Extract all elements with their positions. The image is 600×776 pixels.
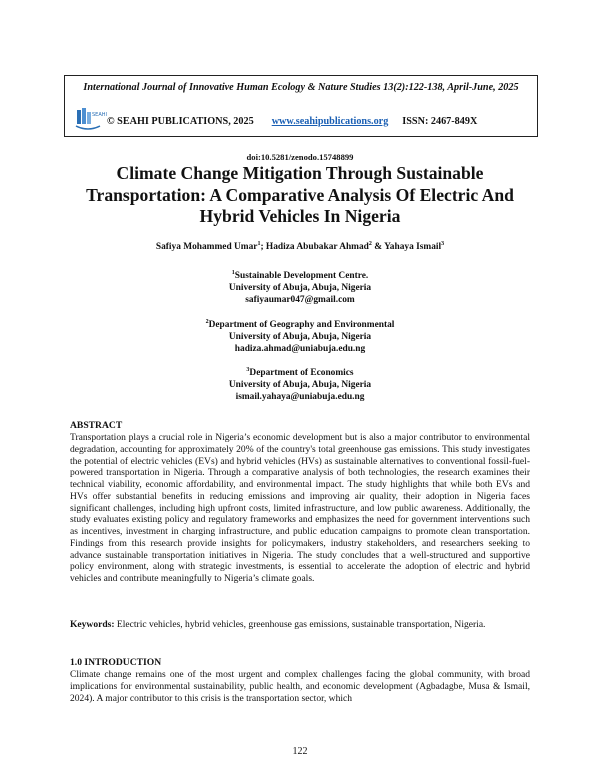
- journal-website-link[interactable]: www.seahipublications.org: [271, 116, 389, 127]
- affiliation-3: [0, 367, 600, 404]
- author-name: Safiya Mohammed Umar: [155, 242, 258, 252]
- author-affiliation-mark: 1: [257, 240, 261, 247]
- keywords-text: Electric vehicles, hybrid vehicles, greenhouse gas emissions, sustainable transportation, Nigeria.: [114, 619, 486, 630]
- affiliation-mark: 3: [246, 366, 250, 373]
- abstract-heading: ABSTRACT: [70, 420, 123, 431]
- affiliation-university: University of Abuja, Abuja, Nigeria: [228, 332, 372, 343]
- author-name: Hadiza Abubakar Ahmad: [265, 242, 369, 252]
- affiliation-mark: 1: [231, 269, 235, 276]
- seahi-logo-icon: [75, 106, 107, 132]
- affiliation-email[interactable]: safiyaumar047@gmail.com: [245, 295, 355, 306]
- author-affiliation-mark: 3: [441, 240, 445, 247]
- svg-text:SEAHI: SEAHI: [92, 112, 107, 118]
- author-list: [0, 242, 600, 252]
- publisher-info: [107, 116, 477, 127]
- issn-label: ISSN: 2467-849X: [402, 116, 478, 127]
- publisher-copyright: © SEAHI PUBLICATIONS, 2025: [107, 116, 254, 127]
- affiliation-name: $^1$Sustainable Development Centre.: [231, 269, 369, 281]
- publisher-line: [65, 106, 537, 134]
- page-number: 122: [292, 746, 308, 757]
- journal-header-box: [64, 75, 538, 137]
- affiliation-mark: 2: [205, 318, 209, 325]
- abstract-text: Transportation plays a crucial role in Nigeria’s economic development but is also a major contributor to environmental degradation, accounting for approximately 20% of the country's total greenhouse gas emissions. This study investigates the potential of electric vehicles (EVs) and hybrid vehicles (HVs) as sustainable alternatives to conventional fossil-fuel-powered transportation in Nigeria. Through a comparative analysis of both technologies, the research examines their technical viability, economic affordability, and environmental impact. The study highlights that while both EVs and HVs offer substantial benefits in reducing emissions and improving air quality, their adoption in Nigeria faces significant challenges, including high upfront costs, limited infrastructure, and low public awareness. Additionally, the study evaluates existing policy and regulatory frameworks and emphasizes the need for government interventions such as incentives, investment in charging infrastructure, and public education campaigns to promote clean transportation. Findings from this research provide insights for policymakers, industry stakeholders, and researchers seeking to advance sustainable transportation initiatives in Nigeria. The study concludes that a well-structured and supportive policy environment, along with strategic investments, is essential to accelerate the adoption of electric and hybrid vehicles and contribute meaningfully to Nigeria’s climate goals.: [70, 432, 530, 584]
- affiliation-university: University of Abuja, Abuja, Nigeria: [228, 283, 372, 294]
- affiliation-email[interactable]: ismail.yahaya@uniabuja.edu.ng: [235, 392, 365, 403]
- introduction-text: Climate change remains one of the most urgent and complex challenges facing the global community, with broad implications for environmental sustainability, public health, and economic development (Agbadagbe, Musa & Ismail, 2024). A major contributor to this crisis is the transportation sector, which: [70, 669, 530, 704]
- keywords: [70, 619, 530, 631]
- author-affiliation-mark: 2: [368, 240, 372, 247]
- introduction-heading: 1.0 INTRODUCTION: [70, 657, 162, 668]
- affiliation-name: $^3$Department of Economics: [246, 366, 354, 378]
- affiliation-university: University of Abuja, Abuja, Nigeria: [228, 380, 372, 391]
- affiliation-1: [0, 270, 600, 307]
- journal-citation: International Journal of Innovative Human Ecology & Nature Studies 13(2):122-138, April-June, 2025: [83, 82, 519, 93]
- affiliation-2: [0, 319, 600, 356]
- author-name: Yahaya Ismail: [384, 242, 442, 252]
- doi[interactable]: doi:10.5281/zenodo.15748899: [246, 152, 354, 162]
- paper-title: Climate Change Mitigation Through Sustainable Transportation: A Comparative Analysis Of Electric And Hybrid Vehicles In Nigeria: [86, 163, 514, 226]
- keywords-label: Keywords:: [70, 619, 115, 630]
- affiliation-name: $^2$Department of Geography and Environmental: [205, 318, 395, 330]
- author-separator: &: [371, 242, 385, 252]
- author-separator: ;: [260, 242, 266, 252]
- affiliation-email[interactable]: hadiza.ahmad@uniabuja.edu.ng: [234, 344, 366, 355]
